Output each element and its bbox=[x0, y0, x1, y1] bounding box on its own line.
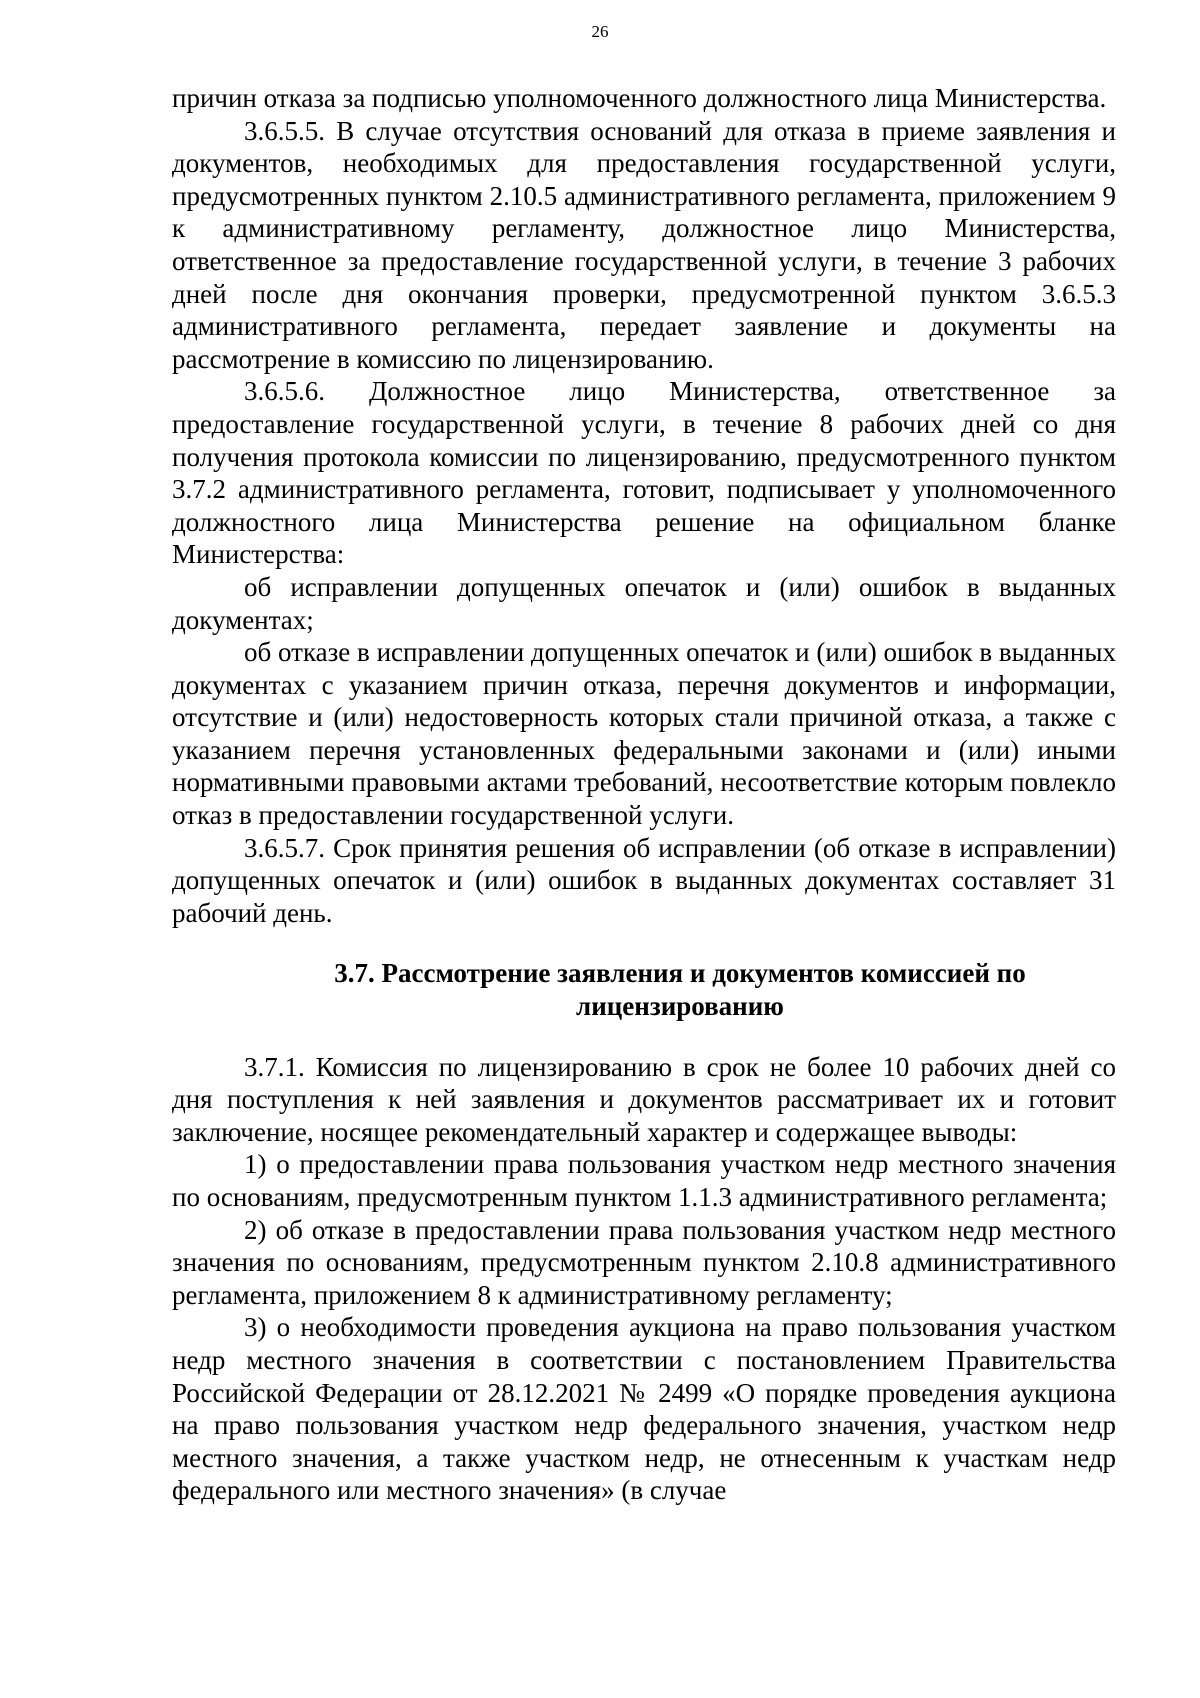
list-item-decision-correction: об исправлении допущенных опечаток и (или) ошибок в выданных документах; bbox=[172, 571, 1116, 635]
section-heading-line-2: лицензированию bbox=[576, 991, 784, 1022]
list-item-1: 1) о предоставлении права пользования участком недр местного значения по основаниям, предусмотренным пунктом 1.1.3 административного регламента; bbox=[172, 1149, 1116, 1212]
paragraph-3-7-1: 3.7.1. Комиссия по лицензированию в срок не более 10 рабочих дней со дня поступления к ней заявления и документов рассматривает их и готовит заключение, носящее рекомендательный характер и содержащее выводы: bbox=[172, 1051, 1116, 1147]
paragraph-3-6-5-7: 3.6.5.7. Срок принятия решения об исправлении (об отказе в исправлении) допущенных опечаток и (или) ошибок в выданных документах составляет 31 рабочий день. bbox=[172, 832, 1116, 928]
section-heading-line-1: 3.7. Рассмотрение заявления и документов комиссией по bbox=[334, 958, 1026, 989]
paragraph-3-6-5-6: 3.6.5.6. Должностное лицо Министерства, ответственное за предоставление государственной услуги, в течение 8 рабочих дней со дня получения протокола комиссии по лицензированию, предусмотренного пунктом 3.7.2 административного регламента, готовит, подписывает у уполномоченного должностного лица Министерства решение на официальном бланке Министерства: bbox=[172, 376, 1116, 570]
document-body bbox=[172, 82, 1116, 1507]
page-number: 26 bbox=[591, 22, 609, 41]
paragraph-3-6-5-5: 3.6.5.5. В случае отсутствия оснований для отказа в приеме заявления и документов, необходимых для предоставления государственной услуги, предусмотренных пунктом 2.10.5 административного регламента, приложением 9 к административному регламенту, должностное лицо Министерства, ответственное за предоставление государственной услуги, в течение 3 рабочих дней после дня окончания проверки, предусмотренной пунктом 3.6.5.3 административного регламента, передает заявление и документы на рассмотрение в комиссию по лицензированию. bbox=[172, 115, 1116, 374]
list-item-3: 3) о необходимости проведения аукциона на право пользования участком недр местного значения в соответствии с постановлением Правительства Российской Федерации от 28.12.2021 № 2499 «О порядке проведения аукциона на право пользования участком недр федерального значения, участком недр местного значения, а также участком недр, не отнесенным к участкам недр федерального или местного значения» (в случае bbox=[172, 1312, 1116, 1506]
list-item-decision-refusal: об отказе в исправлении допущенных опечаток и (или) ошибок в выданных документах с указанием причин отказа, перечня документов и информации, отсутствие и (или) недостоверность которых стали причиной отказа, а также с указанием перечня установленных федеральными законами и (или) иными нормативными правовыми актами требований, несоответствие которым повлекло отказ в предоставлении государственной услуги. bbox=[172, 637, 1116, 831]
list-item-2: 2) об отказе в предоставлении права пользования участком недр местного значения по основаниям, предусмотренным пунктом 2.10.8 административного регламента, приложением 8 к административному регламенту; bbox=[172, 1214, 1116, 1310]
section-heading-3-7 bbox=[172, 957, 1116, 1022]
paragraph-continuation: причин отказа за подписью уполномоченного должностного лица Министерства. bbox=[172, 83, 1107, 113]
